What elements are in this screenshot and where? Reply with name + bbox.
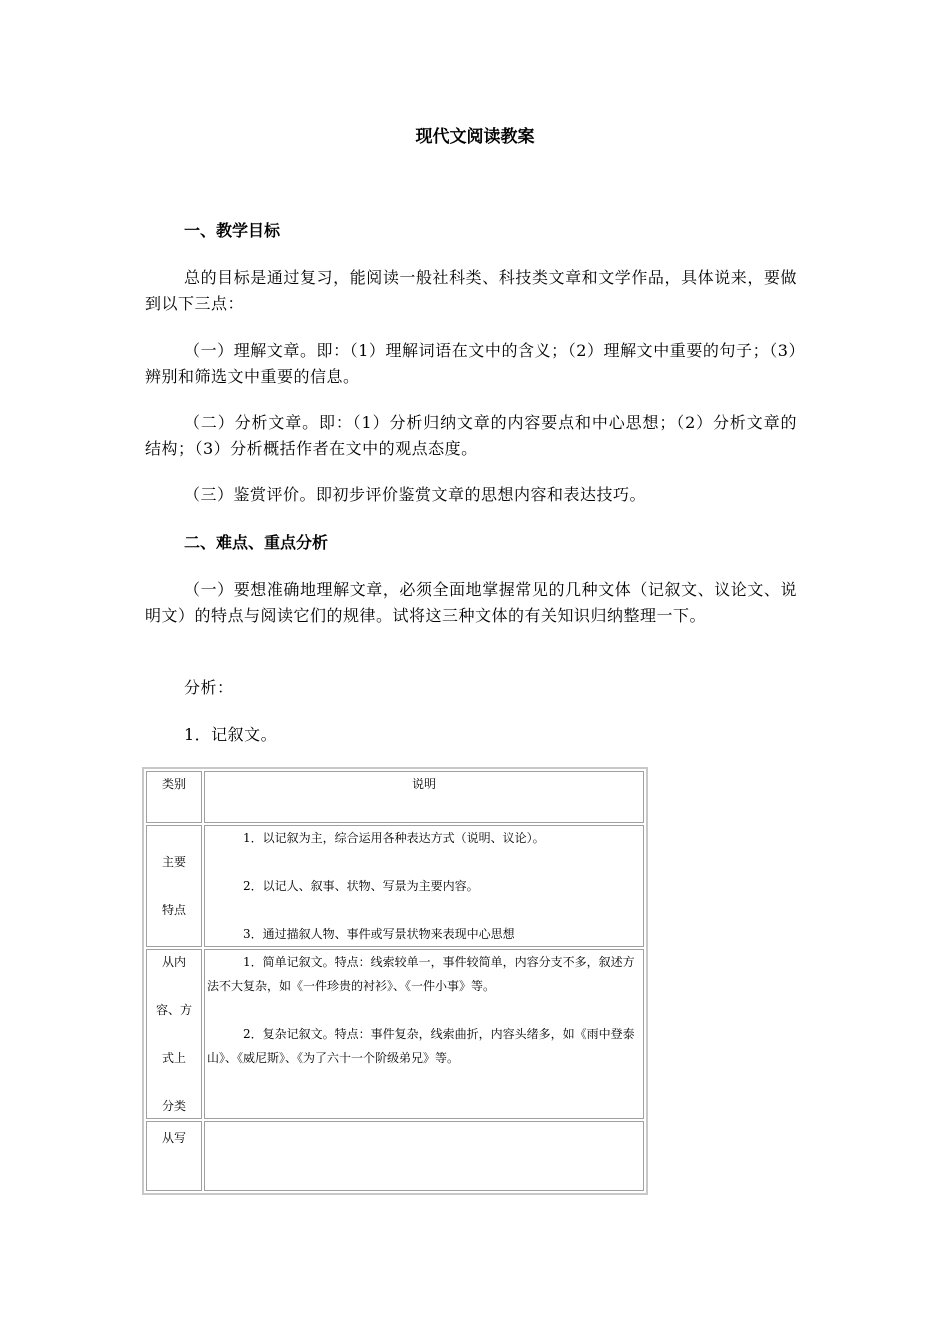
paragraph-analysis-label: 分析： xyxy=(184,678,234,697)
table-row xyxy=(146,1121,644,1191)
row-description xyxy=(204,1121,644,1191)
category-line: 从内 xyxy=(161,955,186,969)
category-line: 式上 xyxy=(161,1051,186,1065)
description-item: 1．简单记叙文。特点：线索较单一，事件较简单，内容分支不多，叙述方法不大复杂，如《一件珍贵的衬衫》、《一件小事》等。 xyxy=(207,955,635,993)
section-heading-difficulties: 二、难点、重点分析 xyxy=(184,533,329,552)
document-title: 现代文阅读教案 xyxy=(415,127,535,147)
category-line: 主要 xyxy=(161,855,186,869)
description-item: 1．以记叙为主，综合运用各种表达方式（说明、议论）。 xyxy=(243,831,545,845)
paragraph-overall-goal: 总的目标是通过复习，能阅读一般社科类、科技类文章和文学作品，具体说来，要做到以下三点： xyxy=(145,268,797,313)
narrative-table-grid xyxy=(144,769,646,1193)
category-line: 分类 xyxy=(161,1099,186,1113)
section-heading-goals: 一、教学目标 xyxy=(184,221,281,240)
description-item: 2．复杂记叙文。特点：事件复杂，线索曲折，内容头绪多，如《雨中登泰山》、《威尼斯》、《为了六十一个阶级弟兄》等。 xyxy=(207,1027,635,1065)
description-item: 3．通过描叙人物、事件或写景状物来表现中心思想 xyxy=(243,927,515,941)
header-description: 说明 xyxy=(204,771,644,823)
category-line: 从写 xyxy=(161,1131,186,1145)
row-description xyxy=(204,949,644,1119)
description-item: 2．以记人、叙事、状物、写景为主要内容。 xyxy=(243,879,479,893)
table-row xyxy=(146,949,644,1119)
paragraph-analyze: （二）分析文章。即：（1）分析归纳文章的内容要点和中心思想；（2）分析文章的结构；（3）分析概括作者在文中的观点态度。 xyxy=(145,413,797,458)
category-line: 特点 xyxy=(161,903,186,917)
paragraph-text-types: （一）要想准确地理解文章，必须全面地掌握常见的几种文体（记叙文、议论文、说明文）的特点与阅读它们的规律。试将这三种文体的有关知识归纳整理一下。 xyxy=(145,580,797,625)
paragraph-understand: （一）理解文章。即：（1）理解词语在文中的含义；（2）理解文中重要的句子；（3）辨别和筛选文中重要的信息。 xyxy=(145,341,797,386)
table-row xyxy=(146,825,644,947)
paragraph-appreciate: （三）鉴赏评价。即初步评价鉴赏文章的思想内容和表达技巧。 xyxy=(184,485,647,504)
table-header-row xyxy=(146,771,644,823)
row-description xyxy=(204,825,644,947)
row-category xyxy=(146,949,202,1119)
row-category xyxy=(146,825,202,947)
paragraph-narrative-label: 1．记叙文。 xyxy=(184,725,278,744)
category-line: 容、方 xyxy=(155,1003,192,1017)
row-category xyxy=(146,1121,202,1191)
narrative-table xyxy=(142,767,648,1195)
header-category: 类别 xyxy=(146,771,202,823)
